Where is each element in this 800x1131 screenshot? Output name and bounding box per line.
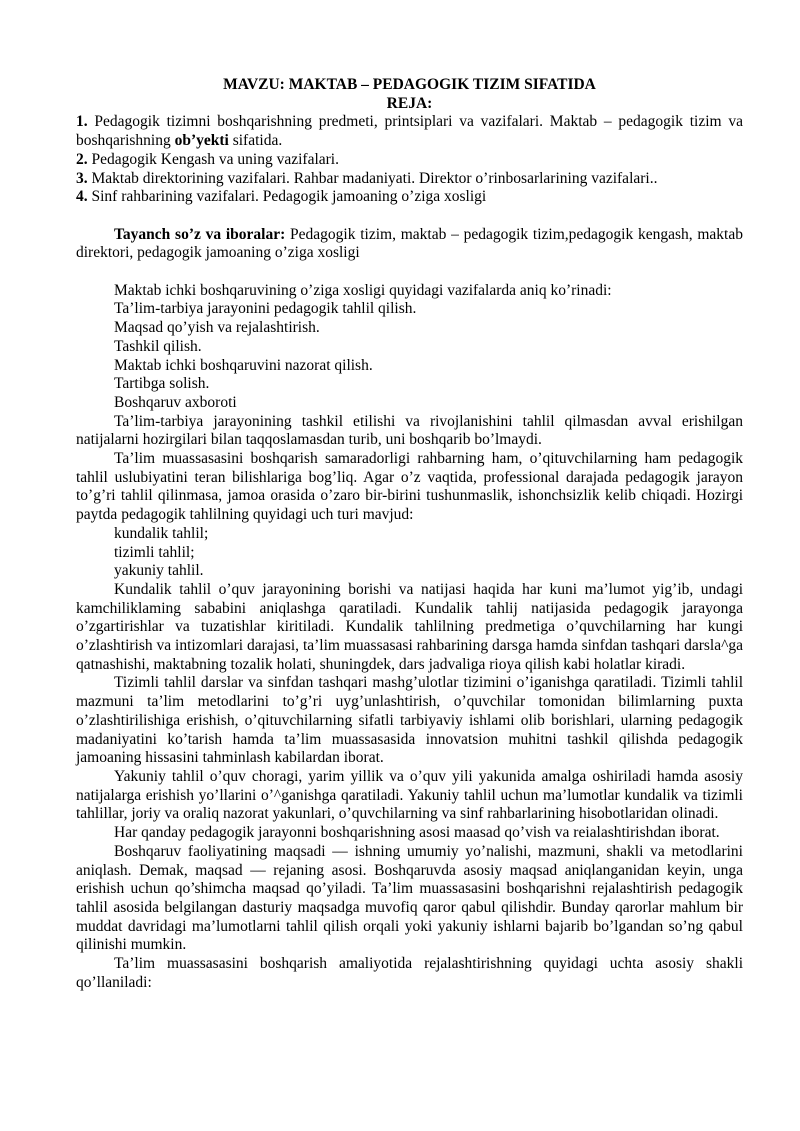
plan-item-number: 4. — [76, 188, 88, 206]
plan-item-number: 3. — [76, 169, 88, 187]
list1-item: Tartibga solish. — [114, 375, 210, 393]
list1-item: Maqsad qo’yish va rejalashtirish. — [114, 319, 320, 337]
body-paragraph: Kundalik tahlil o’quv jarayonining borishi va natijasi haqida har kuni ma’lumot yig’ib, undagi kamchiliklaming sababini aniqlashga qaratiladi. Kundalik tahlij natijasida pedagogik jarayonga o’zgartirishlar va tuzatishlar kiritiladi. Kundalik tahlilning predmetiga o’quvchilarning har kungi o’zlashtirish va intizomlari darajasi, ta’lim muassasasi rahbarining darsga hamda sinfdan tashqari darsla^ga qatnashishi, maktabning tozalik holati, shuningdek, dars jadvaliga rioya qilish kabi holatlar kiradi. — [76, 580, 743, 673]
list1-item: Tashkil qilish. — [114, 337, 202, 355]
plan-item-text: Pedagogik Kengash va uning vazifalari. — [87, 150, 339, 168]
body-paragraph: Ta’lim muassasasini boshqarish samaradorligi rahbarning ham, o’qituvchilarning ham pedagogik tahlil uslubiyatini teran bilishlariga bog’liq. Agar o’z vaqtida, professional darajada pedagogik jarayon to’g’ri tahlil qilinmasa, jamoa orasida o’zaro bir-birini tushunmaslik, ishonchsizlik kelib chiqadi. Hozirgi paytda pedagogik tahlilning quyidagi uch turi mavjud: — [76, 450, 743, 524]
plan-item-1 — [76, 113, 743, 150]
plan-item-number: 2. — [76, 150, 88, 168]
keywords-label: Tayanch so’z va iboralar: — [114, 225, 286, 243]
plan-item-3 — [76, 170, 743, 189]
plan-item-4 — [76, 188, 743, 207]
plan-item-bold: ob’yekti — [174, 132, 229, 150]
plan-item-text: Pedagogik tizimni boshqarishning predmeti, printsiplari va vazifalari. Maktab – pedagogik tizim va boshqarishning — [76, 113, 743, 150]
body-paragraph: Har qanday pedagogik jarayonni boshqarishning asosi maasad qo’vish va reialashtirishdan iborat. — [114, 824, 720, 842]
keywords-text: Pedagogik tizim, maktab – pedagogik tizim,pedagogik kengash, maktab direktori, pedagogik jamoaning o’ziga xosligi — [76, 225, 743, 262]
keywords-paragraph — [76, 226, 743, 263]
list2-item: tizimli tahlil; — [114, 543, 195, 561]
plan-item-text: Sinf rahbarining vazifalari. Pedagogik jamoaning o’ziga xosligi — [87, 188, 487, 206]
list2-item: yakuniy tahlil. — [114, 562, 204, 580]
body-paragraph: Ta’lim muassasasini boshqarish amaliyotida rejalashtirishning quyidagi uchta asosiy shakli qo’llaniladi: — [76, 955, 743, 991]
list2-item: kundalik tahlil; — [114, 524, 209, 542]
body-paragraph: Boshqaruv faoliyatining maqsadi — ishning umumiy yo’nalishi, mazmuni, shakli va metodlarini aniqlash. Demak, maqsad — rejaning asosi. Boshqaruvda asosiy maqsad aniqlanganidan keyin, unga erishish uchun qo’shimcha maqsad qo’yiladi. Ta’lim muassasasini boshqarishni rejalashtirish pedagogik tahlil asosida belgilangan dasturiy maqsadga muvofiq qaror qabul qilishdir. Bunday qarorlar mahlum bir muddat davridagi ma’lumotlarni tahlil qilish orqali yoki yakuniy ishlarni bajarib bo’lgandan so’ng qabul qilinishi mumkin. — [76, 842, 743, 954]
document-title: MAVZU: MAKTAB – PEDAGOGIK TIZIM SIFATIDA — [223, 76, 596, 93]
plan-item-number: 1. — [76, 113, 88, 131]
plan-heading: REJA: — [386, 94, 433, 112]
body-paragraph: Yakuniy tahlil o’quv choragi, yarim yillik va o’quv yili yakunida amalga oshiriladi hamda asosiy natijalarga erishish yo’llarini o’^ganishga qaratiladi. Yakuniy tahlil uchun ma’lumotlar kundalik va tizimli tahlillar, joriy va oraliq nazorat yakunlari, o’quvchilarning va sinf rahbarlarining hisobotlaridan olinadi. — [76, 767, 743, 823]
list1-item: Ta’lim-tarbiya jarayonini pedagogik tahlil qilish. — [114, 300, 417, 318]
list1-item: Boshqaruv axboroti — [114, 393, 237, 411]
list1-item: Maktab ichki boshqaruvini nazorat qilish. — [114, 356, 373, 374]
body-paragraph: Ta’lim-tarbiya jarayonining tashkil etilishi va rivojlanishini tahlil qilmasdan avval erishilgan natijalarni hozirgilari bilan taqqoslamasdan turib, uni boshqarib bo’lmaydi. — [76, 412, 743, 449]
plan-item-2 — [76, 151, 743, 170]
body-paragraph: Tizimli tahlil darslar va sinfdan tashqari mashg’ulotlar tizimini o’iganishga qaratiladi. Tizimli tahlil mazmuni ta’lim metodlarini to’g’ri uyg’unlashtirish, o’quvchilar tomonidan bilimlarning puxta o’zlashtirilishiga erishish, o’qituvchilarning sifatli tarbiyaviy ishlami olib borishlari, ularning pedagogik madaniyatini ko’tarish hamda ta’lim muassasasida innovatsion muhitni tashkil qilishda pedagogik jamoaning hissasini tahminlash kabilardan iborat. — [76, 674, 743, 767]
list1-item: Maktab ichki boshqaruvining o’ziga xosligi quyidagi vazifalarda aniq ko’rinadi: — [114, 281, 612, 299]
plan-item-tail: sifatida. — [228, 132, 283, 150]
plan-item-text: Maktab direktorining vazifalari. Rahbar madaniyati. Direktor o’rinbosarlarining vazifalari.. — [87, 169, 658, 187]
